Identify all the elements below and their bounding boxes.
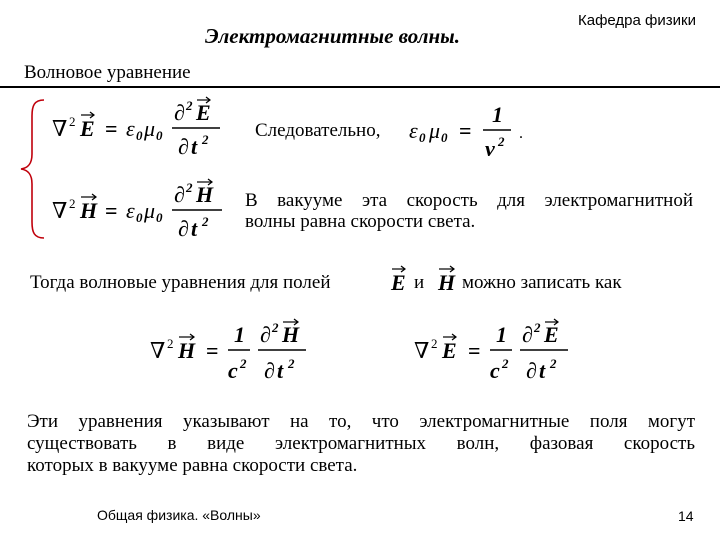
svg-text:2: 2 xyxy=(240,356,247,371)
wave-equation-e xyxy=(50,96,230,162)
svg-text:∂: ∂ xyxy=(526,358,537,383)
svg-text:1: 1 xyxy=(496,322,507,347)
header-title: Электромагнитные волны. xyxy=(205,24,460,48)
svg-text:0: 0 xyxy=(136,210,143,225)
svg-text:v: v xyxy=(485,136,495,161)
svg-text:t: t xyxy=(539,358,546,383)
conclusion-line-2: существовать в виде электромагнитных волн, фазовая скорость xyxy=(27,433,695,454)
then-text-and: и xyxy=(414,272,425,293)
svg-text:0: 0 xyxy=(156,128,163,143)
vector-h-symbol xyxy=(436,262,460,296)
svg-text:t: t xyxy=(191,216,198,241)
svg-text:2: 2 xyxy=(186,98,193,113)
svg-text:t: t xyxy=(191,134,198,159)
svg-text:2: 2 xyxy=(202,132,209,147)
svg-text:2: 2 xyxy=(550,356,557,371)
svg-text:∇: ∇ xyxy=(150,338,166,363)
then-text-part1: Тогда волновые уравнения для полей xyxy=(30,272,331,293)
svg-text:H: H xyxy=(178,338,196,363)
conclusion-paragraph xyxy=(27,411,695,477)
svg-text:∇: ∇ xyxy=(52,116,68,141)
svg-text:E: E xyxy=(80,116,95,141)
svg-text:.: . xyxy=(519,125,523,142)
vector-e-symbol xyxy=(389,262,411,296)
svg-text:=: = xyxy=(206,338,219,363)
therefore-text: Следовательно, xyxy=(255,120,381,141)
svg-text:0: 0 xyxy=(156,210,163,225)
svg-text:t: t xyxy=(277,358,284,383)
svg-text:c: c xyxy=(490,358,500,383)
svg-text:2: 2 xyxy=(534,320,541,335)
footer-course: Общая физика. «Волны» xyxy=(97,507,261,523)
svg-text:E: E xyxy=(196,100,211,125)
svg-text:E: E xyxy=(544,322,559,347)
relation-equation xyxy=(407,102,537,162)
svg-text:2: 2 xyxy=(431,336,438,351)
svg-text:2: 2 xyxy=(202,214,209,229)
svg-text:H: H xyxy=(196,182,214,207)
svg-text:∇: ∇ xyxy=(414,338,430,363)
svg-text:=: = xyxy=(105,116,118,141)
svg-text:μ: μ xyxy=(429,118,441,143)
svg-text:H: H xyxy=(80,198,98,223)
left-brace-icon xyxy=(18,98,48,240)
svg-text:E: E xyxy=(391,270,406,295)
svg-text:1: 1 xyxy=(492,102,503,127)
header-divider xyxy=(0,86,720,88)
svg-text:∂: ∂ xyxy=(178,134,189,159)
conclusion-line-3: которых в вакууме равна скорости света. xyxy=(27,455,358,476)
svg-text:H: H xyxy=(282,322,300,347)
svg-text:=: = xyxy=(105,198,118,223)
svg-text:∂: ∂ xyxy=(174,100,185,125)
svg-text:2: 2 xyxy=(502,356,509,371)
svg-text:0: 0 xyxy=(441,130,448,145)
svg-text:ε: ε xyxy=(126,198,135,223)
svg-text:2: 2 xyxy=(498,134,505,149)
svg-text:2: 2 xyxy=(186,180,193,195)
svg-text:∂: ∂ xyxy=(174,182,185,207)
svg-text:H: H xyxy=(438,270,456,295)
vacuum-line-1: В вакууме эта скорость для электромагнитной xyxy=(245,190,693,211)
svg-text:2: 2 xyxy=(167,336,174,351)
svg-text:2: 2 xyxy=(288,356,295,371)
svg-text:ε: ε xyxy=(409,118,418,143)
svg-text:∂: ∂ xyxy=(260,322,271,347)
svg-text:2: 2 xyxy=(69,196,76,211)
svg-text:=: = xyxy=(459,118,472,143)
svg-text:μ: μ xyxy=(144,198,156,223)
page-number: 14 xyxy=(678,508,694,524)
svg-text:2: 2 xyxy=(272,320,279,335)
wave-equation-h xyxy=(50,178,230,244)
svg-text:∂: ∂ xyxy=(264,358,275,383)
then-text-part2: можно записать как xyxy=(462,272,622,293)
conclusion-line-1: Эти уравнения указывают на то, что электромагнитные поля могут xyxy=(27,411,695,432)
svg-text:0: 0 xyxy=(136,128,143,143)
svg-text:0: 0 xyxy=(419,130,426,145)
vacuum-line-2: волны равна скорости света. xyxy=(245,211,476,232)
final-equation-h xyxy=(148,318,318,386)
svg-text:c: c xyxy=(228,358,238,383)
svg-text:∂: ∂ xyxy=(178,216,189,241)
svg-text:μ: μ xyxy=(144,116,156,141)
svg-text:∇: ∇ xyxy=(52,198,68,223)
svg-text:1: 1 xyxy=(234,322,245,347)
section-title: Волновое уравнение xyxy=(24,62,191,83)
svg-text:=: = xyxy=(468,338,481,363)
svg-text:2: 2 xyxy=(69,114,76,129)
header-department: Кафедра физики xyxy=(578,12,696,29)
svg-text:E: E xyxy=(442,338,457,363)
svg-text:∂: ∂ xyxy=(522,322,533,347)
final-equation-e xyxy=(412,318,582,386)
svg-text:ε: ε xyxy=(126,116,135,141)
